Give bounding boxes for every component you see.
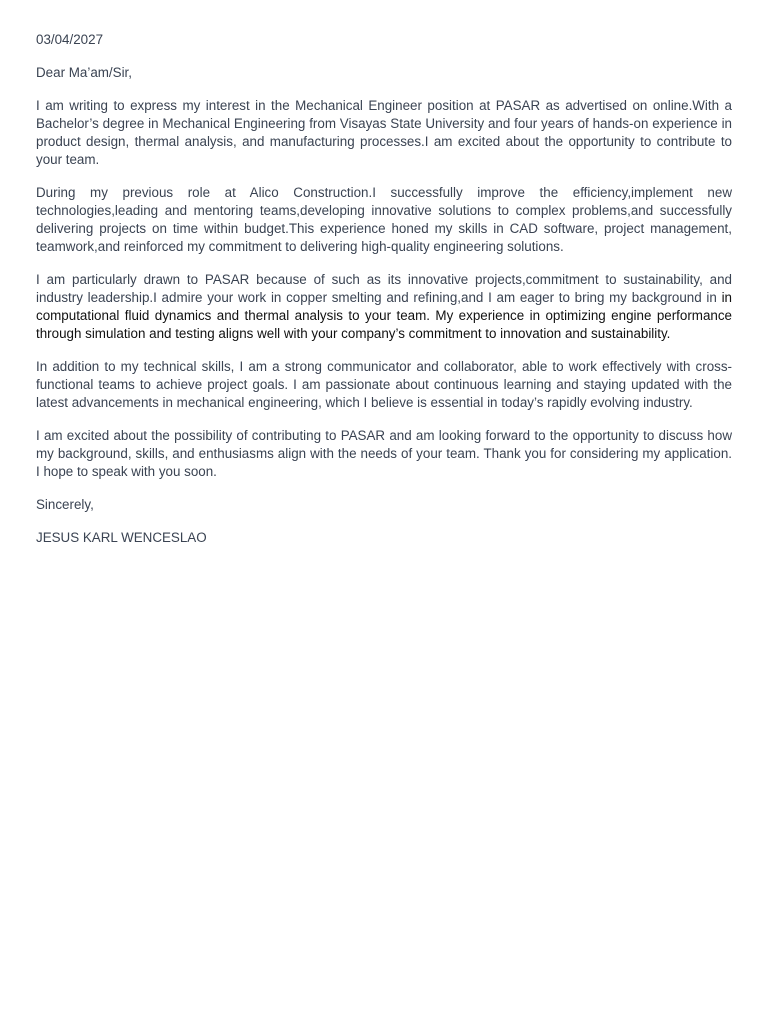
paragraph-experience: During my previous role at Alico Construction.I successfully improve the efficiency,implement new technologies,leading and mentoring teams,developing innovative solutions to complex problems,and successfully delivering projects on time within budget.This experience honed my skills in CAD software, project management, teamwork,and reinforced my commitment to delivering high-quality engineering solutions. bbox=[36, 185, 732, 254]
paragraph-soft-skills: In addition to my technical skills, I am a strong communicator and collaborator, able to work effectively with cross-functional teams to achieve project goals. I am passionate about continuous learning and staying updated with the latest advancements in mechanical engineering, which I believe is essential in today’s rapidly evolving industry. bbox=[36, 359, 732, 410]
salutation: Dear Ma’am/Sir, bbox=[36, 65, 132, 80]
paragraph-company-interest-part2: in computational fluid dynamics and thermal analysis to your team. My experience in optimizing engine performance through simulation and testing aligns well with your company’s commitment to innovation and sustainability. bbox=[36, 290, 732, 341]
cover-letter bbox=[36, 31, 732, 562]
paragraph-intro: I am writing to express my interest in the Mechanical Engineer position at PASAR as advertised on online.With a Bachelor’s degree in Mechanical Engineering from Visayas State University and four years of hands-on experience in product design, thermal analysis, and manufacturing processes.I am excited about the opportunity to contribute to your team. bbox=[36, 98, 732, 167]
paragraph-closing-remarks: I am excited about the possibility of contributing to PASAR and am looking forward to the opportunity to discuss how my background, skills, and enthusiasms align with the needs of your team. Thank you for considering my application. I hope to speak with you soon. bbox=[36, 428, 732, 479]
signature-name: JESUS KARL WENCESLAO bbox=[36, 530, 207, 545]
closing: Sincerely, bbox=[36, 497, 94, 512]
paragraph-company-interest-part1: I am particularly drawn to PASAR because of such as its innovative projects,commitment to sustainability, and industry leadership.I admire your work in copper smelting and refining,and I am eager to bring my background in bbox=[36, 272, 732, 305]
letter-date: 03/04/2027 bbox=[36, 32, 104, 47]
paragraph-company-interest bbox=[36, 271, 732, 343]
